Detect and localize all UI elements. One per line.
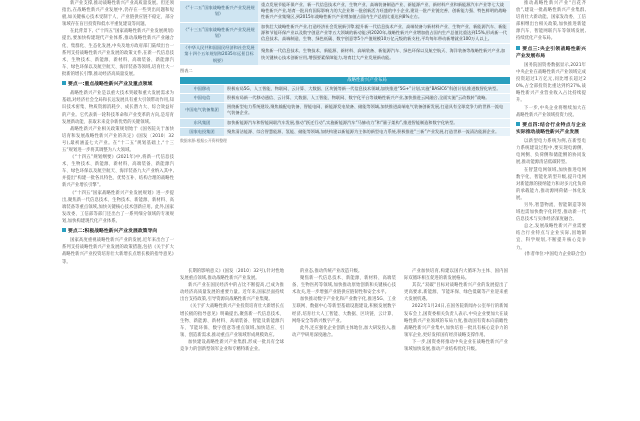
heading-marker-icon xyxy=(62,228,66,232)
body-paragraph: 的业态,推动传统产业改造升级。 xyxy=(300,269,363,274)
section4-paragraph-2: 在智慧电网领域,加快推进电网数字化、智能化转型升级,提升电网对新能源的接纳能力和对多元化负荷的承载能力,推动源网荷储一体化发展。 xyxy=(516,167,586,201)
left-paragraph-2: 在此背景下,《“十四五”国家战略性新兴产业发展规划》提出,要加快构建现代产业体系,推动战略性新兴产业融合化、集群化、生态化发展,中央及地方政府部门陆续出台一系列支持战略性新兴产业发展的政策文件,在新一代信息技术、生物技术、新能源、新材料、高端装备、新能源汽车、绿色环保以及航空航天、海洋装备等领域,培育壮大一批新的增长引擎,推动经济高质量发展。 xyxy=(62,29,174,77)
table-header: 战略性新兴产业布局 xyxy=(224,77,510,85)
section4-paragraph-3: 另外,智慧物流、智能制造等领域也需加快数字化转型,推动新一代信息技术与实体经济深度融合。 xyxy=(516,202,586,223)
heading-marker-icon xyxy=(516,122,520,126)
middle-subcolumn-2 xyxy=(292,268,396,421)
enterprise-name: 东风集团 xyxy=(180,118,224,127)
table-caption: 图表二 xyxy=(180,67,193,73)
policy-table xyxy=(180,0,510,65)
table-row xyxy=(180,127,510,136)
body-paragraph: 2022年1月24日,在国务院新闻办公室举行的新闻发布会上,国资委相关负责人表示,中央企业要加大在战略性新兴产业领域的布局力度,推动国有资本向前瞻性战略性新兴产业集中,加快培育一批具有核心竞争力的领军企业,更好发挥国有经济战略支撑作用。 xyxy=(404,304,508,338)
middle-column xyxy=(180,0,510,421)
section4-heading: 要点四:结合行业特点与企业实际推动战略性新兴产业发展 xyxy=(516,122,586,135)
section1-heading: 要点一:重点战略性新兴产业及重点领域 xyxy=(62,81,174,88)
enterprise-layout: 加快新能源汽车和智能网联汽车发展,推动“跃迁行动”,实施新能源汽车“马赫动力”和“量子架构”,推进智能制造和数字化转型。 xyxy=(224,118,510,127)
enterprise-name: 中国移动 xyxy=(180,84,224,93)
table-row xyxy=(180,44,510,65)
table-row xyxy=(180,22,510,44)
heading-marker-icon xyxy=(516,46,520,50)
author-affiliation: (作者单位:中国电力企业联合会) xyxy=(524,251,586,257)
section4-paragraph-1: 以新型电力系统为例,在新型电力系统建设过程中,要实现电源侧、电网侧、负荷侧和储能侧的协同发展,推动能源清洁低碳转型。 xyxy=(516,139,586,166)
policy-content: 聚焦新一代信息技术、生物技术、新能源、新材料、高端装备、新能源汽车、绿色环保以及航空航天、海洋装备等战略性新兴产业,加快关键核心技术创新应用,增强要素保障能力,培育壮大产业发展新动能。 xyxy=(258,44,510,65)
table-row xyxy=(180,103,510,118)
enterprise-layout: 聚焦清洁能源、综合智慧能源、氢能、储能等领域,加快构建以新能源为主体的新型电力系统,积极推进“三新”产业发展,打造世界一流清洁能源企业。 xyxy=(224,127,510,136)
section2-paragraph-1: 国家高度重视战略性新兴产业的发展,近年来出台了一系列支持战略性新兴产业发展的政策措施,包括《关于扩大战略性新兴产业投资培育壮大新增长点增长极的指导意见》等。 xyxy=(62,238,174,265)
right-column xyxy=(516,0,586,421)
body-paragraph: 新兴产业在国民经济中的占比不断提高,已成为推动经济高质量发展的重要力量。近年来,国家层面持续出台支持政策,引导资源向战略性新兴产业集聚。 xyxy=(180,283,284,303)
left-paragraph-1: 新产业支撑,推动战略性新兴产业高质量发展。但还须指出,在战略性新兴产业发展中,仍存在一些突出问题和短板,如关键核心技术受制于人、产业链供应链不稳定、部分领域存在盲目投资和低水平重复建设等问题。 xyxy=(62,1,174,28)
section3-paragraph-1: 国务院国资委数据显示,2021年中央企业在战略性新兴产业领域完成投资超过1万亿元,同比增长超过20%,占全部投资比重达到约27%,战略性新兴产业营业收入占比持续提升。 xyxy=(516,62,586,104)
section4-paragraph-4: 总之,发展战略性新兴产业需要结合行业特点与企业实际,因地制宜、科学规划,不断提升核心竞争力。 xyxy=(516,224,586,251)
table-row xyxy=(180,84,510,93)
middle-subcolumn-1 xyxy=(180,268,284,421)
section3-heading: 要点三:央企引领战略性新兴产业发展布局 xyxy=(516,46,586,59)
table-row xyxy=(180,94,510,103)
body-paragraph: 聚焦新一代信息技术、新能源、新材料、高端装备、生物医药等领域,加快推动原始创新和关键核心技术攻关,进一步增强产业链供应链韧性和安全水平。 xyxy=(292,276,396,296)
enterprise-layout: 围绕新型电力系统建设,聚焦输配电装备、智能电网、新能源发电装备、储能等领域,加快推进高端电气装备创新发展,打造具有全球竞争力的世界一流电气装备企业。 xyxy=(224,103,510,118)
section1-paragraph-2: 战略性新兴产业相关政策规划始于《国务院关于加快培育和发展战略性新兴产业的决定》(国发〔2010〕32号),最初涵盖七大产业。在“十二五”规划基础上,“十三五”规划进一步将其调整为八大领域。 xyxy=(62,126,174,153)
section1-paragraph-3: 《“十四五”规划纲要》(2021年)中,将新一代信息技术、生物技术、新能源、新材料、高端装备、新能源汽车、绿色环保以及航空航天、海洋装备九大产业纳入其中,并提出“构建一批各具特色、优势互补、结构合理的战略性新兴产业增长引擎”。 xyxy=(62,155,174,189)
body-paragraph: 下一步,国资委将推动中央企业在战略性新兴产业领域加快发展,推动产业结构优化升级。 xyxy=(404,339,508,353)
enterprise-name: 中国电气装备集团 xyxy=(180,103,224,118)
policy-name: 《“十二五”国家战略性新兴产业发展规划》 xyxy=(180,1,258,23)
policy-content: 重点发展节能环保产业、新一代信息技术产业、生物产业、高端装备制造产业、新能源产业、新材料产业和新能源汽车产业等七大战略性新兴产业,培育一批具有国际影响力的大企业和一批创新活力旺盛的中小企业,建设一批产业链完善、创新能力强、特色鲜明的战略性新兴产业集聚区,到2015年战略性新兴产业增加值占国内生产总值比重达到8%左右。 xyxy=(258,1,510,23)
body-paragraph: 加快建设战略性新兴产业集群,形成一批具有全球竞争力的创新型领军企业和专精特新企业。 xyxy=(180,339,284,353)
table-header-row xyxy=(180,77,510,85)
enterprise-layout: 积极布局5G、人工智能、物联网、云计算、大数据、区块链等新一代信息技术领域,加快推进“5G+”计划,实施“BASIC6”科创计划,推进数智化转型。 xyxy=(224,84,510,93)
policy-name: 《“十三五”国家战略性新兴产业发展规划》 xyxy=(180,22,258,44)
heading-marker-icon xyxy=(62,81,66,85)
enterprise-name: 中国电信 xyxy=(180,94,224,103)
table-header xyxy=(180,77,224,85)
body-paragraph: 长期的影响意义》(国发〔2010〕32号),针对性地发展重点领域,推动战略性新兴产业发展。 xyxy=(180,269,284,282)
section3-paragraph-2: 下一步,中央企业将继续加大在战略性新兴产业领域投资力度。 xyxy=(516,105,586,118)
body-paragraph: 产业加快培育,构建以国内大循环为主体、国内国际双循环相互促进的新发展格局。 xyxy=(404,269,508,282)
body-paragraph: 此外,还应强化企业创新主体地位,加大研发投入,推动产学研用深度融合。 xyxy=(292,325,396,338)
enterprise-table xyxy=(180,77,510,136)
body-paragraph: 其次,“双碳”目标对战略性新兴产业的发展提出了更高要求,新能源、节能环保、绿色低碳等产业迎来重大发展机遇。 xyxy=(404,283,508,303)
table-source-note: 数据来源:根据公开资料整理 xyxy=(180,138,227,144)
right-paragraph-1: 推动战略性新兴产业“百花齐放”,建设一批战略性新兴产业集群,培育壮大新动能。国家发改委、工信部相继出台相关政策,加快推进新能源汽车、智能网联汽车等领域发展,持续优化产业布局。 xyxy=(516,1,586,42)
section1-paragraph-1: 战略性新兴产业是以重大技术突破和重大发展需求为基础,对经济社会全局和长远发展具有重大引领带动作用,知识技术密集、物质资源消耗少、成长潜力大、综合效益好的产业。它代表新一轮科技革命和产业变革的方向,是培育发展新动能、获取未来竞争新优势的关键领域。 xyxy=(62,91,174,125)
policy-content: 加快壮大战略性新兴产业,打造经济社会发展新引擎;提升新一代信息技术产业、高端装备与新材料产业、生物产业、新能源汽车、新能源和节能环保产业以及数字创意产业等五大领域的新动能;到2020年,战略性新兴产业增加值占国内生产总值比重达到15%,形成新一代信息技术、高端制造、生物、绿色低碳、数字创意等5个产值规模10万亿元级的新支柱,平均每年带动新增就业100万人以上。 xyxy=(258,22,510,44)
enterprise-layout: 积极布局新一代移动通信、云计算、大数据、人工智能、物联网、数字化平台等战略性新兴产业,加快推进云网融合,全面实施“云改数转”战略。 xyxy=(224,94,510,103)
left-column xyxy=(62,0,174,421)
enterprise-name: 国家电投集团 xyxy=(180,127,224,136)
table-row xyxy=(180,1,510,23)
middle-body-text xyxy=(180,268,510,421)
body-paragraph: 加快推动数字产业化和产业数字化,推进5G、工业互联网、数据中心等新型基础设施建设,积极发展数字经济,培育壮大人工智能、大数据、区块链、云计算、网络安全等新兴数字产业。 xyxy=(292,297,396,324)
table-row xyxy=(180,118,510,127)
middle-subcolumn-3 xyxy=(404,268,508,421)
body-paragraph: 《关于扩大战略性新兴产业投资培育壮大新增长点增长极的指导意见》明确提出,聚焦新一代信息技术、生物、新能源、新材料、高端装备、智能及新能源汽车、节能环保、数字创意等重点领域,加快适应、引领、创造新需求,推动重点产业领域形成规模效应。 xyxy=(180,304,284,338)
section1-paragraph-4: 《“十四五”国家战略性新兴产业发展规划》进一步提出,聚焦新一代信息技术、生物技术、新能源、新材料、高端装备等重点领域,加快关键核心技术创新应用。此外,国家发改委、工信部等部门还出台了一系列细分领域的专项规划,加快构建现代化产业体系。 xyxy=(62,190,174,224)
policy-name: 《中华人民共和国国民经济和社会发展第十四个五年规划和2035年远景目标纲要》 xyxy=(180,44,258,65)
section2-heading: 要点二:积极战略性新兴产业发展政策导向 xyxy=(62,228,174,235)
